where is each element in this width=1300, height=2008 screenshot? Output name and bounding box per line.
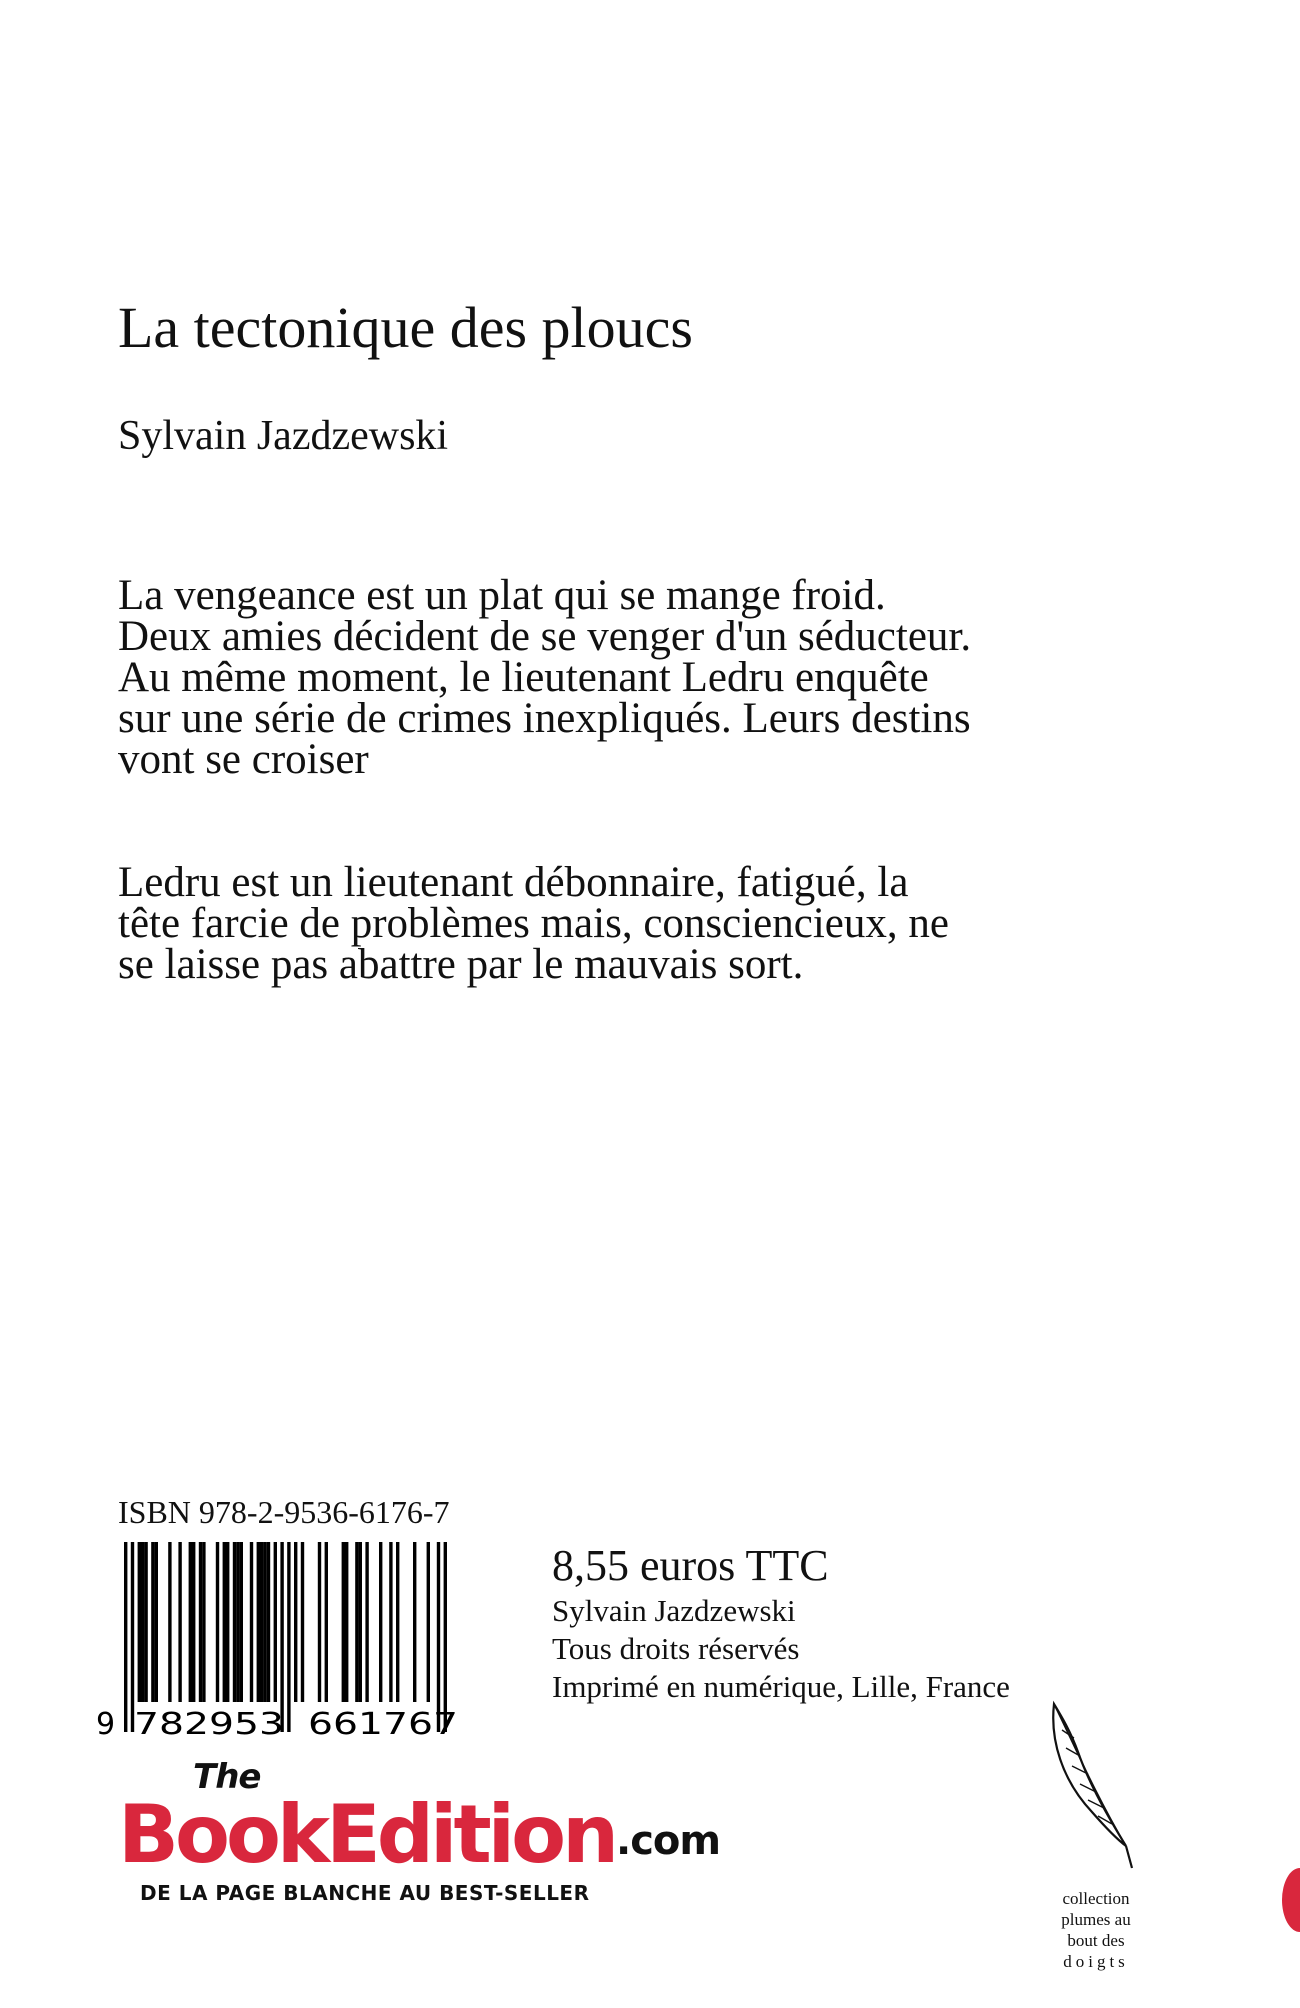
barcode-bar xyxy=(359,1542,362,1702)
blurb-paragraph-2: Ledru est un lieutenant débonnaire, fatigué, la tête farcie de problèmes mais, consciencieux, ne se laisse pas abattre par le mauvais sort. xyxy=(118,859,949,988)
barcode-bar xyxy=(325,1542,328,1702)
publisher-logo-dotcom: .com xyxy=(616,1818,721,1864)
barcode-bar xyxy=(257,1542,260,1702)
logo-wordmark-o: o xyxy=(511,1788,563,1881)
barcode-bar xyxy=(226,1542,229,1702)
isbn-barcode xyxy=(90,1540,488,1740)
barcode-bar xyxy=(389,1542,392,1702)
barcode-digit-group-1: 9 xyxy=(96,1707,116,1740)
barcode-bar xyxy=(141,1542,144,1702)
barcode-digit-group-2: 782953 xyxy=(134,1707,284,1740)
barcode-bar xyxy=(444,1542,447,1732)
barcode-bar xyxy=(437,1542,440,1732)
collection-line-3: bout des xyxy=(1067,1931,1125,1950)
barcode-bar xyxy=(138,1542,141,1702)
barcode-bar xyxy=(240,1542,243,1702)
barcode-bar xyxy=(202,1542,205,1702)
barcode-bar xyxy=(250,1542,253,1702)
barcode-bar xyxy=(223,1542,226,1702)
blurb-paragraph-1: La vengeance est un plat qui se mange froid. Deux amies décident de se venger d'un séducteur. Au même moment, le lieutenant Ledru enquête sur une série de crimes inexpliqués. Leurs destins vont se croiser xyxy=(118,572,972,783)
barcode-bar xyxy=(189,1542,192,1702)
barcode-bar xyxy=(413,1542,416,1702)
barcode-bar xyxy=(124,1542,127,1732)
barcode-bar xyxy=(168,1542,171,1702)
imprint-author: Sylvain Jazdzewski xyxy=(552,1593,796,1628)
isbn-label: ISBN 978-2-9536-6176-7 xyxy=(118,1494,450,1530)
collection-line-4: doigts xyxy=(1063,1952,1129,1971)
print-location: Imprimé en numérique, Lille, France xyxy=(552,1669,1010,1704)
collection-line-2: plumes au xyxy=(1061,1910,1131,1929)
barcode-bar xyxy=(199,1542,202,1702)
barcode-bar xyxy=(280,1542,283,1732)
barcode-bar xyxy=(263,1542,266,1702)
barcode-bar xyxy=(318,1542,321,1702)
publisher-logo-the: The xyxy=(193,1757,261,1797)
logo-wordmark-part-1: BookEditi xyxy=(118,1788,512,1881)
barcode-bar xyxy=(267,1542,270,1702)
barcode-bar xyxy=(151,1542,154,1702)
barcode-bar xyxy=(233,1542,236,1702)
barcode-bar xyxy=(365,1542,368,1702)
barcode-bar xyxy=(192,1542,195,1702)
book-author: Sylvain Jazdzewski xyxy=(118,413,449,459)
barcode-bar xyxy=(427,1542,430,1702)
barcode-bar xyxy=(301,1542,304,1702)
barcode-bar xyxy=(155,1542,158,1702)
barcode-bar xyxy=(355,1542,358,1702)
barcode-bar xyxy=(274,1542,277,1702)
barcode-bar xyxy=(345,1542,348,1702)
barcode-bar xyxy=(178,1542,181,1702)
rights-notice: Tous droits réservés xyxy=(552,1631,800,1666)
barcode-bar xyxy=(396,1542,399,1702)
feather-quill-icon xyxy=(1048,1700,1148,1875)
barcode-bar xyxy=(379,1542,382,1702)
page-edge-red-mark xyxy=(1282,1868,1300,1932)
collection-label xyxy=(1040,1888,1152,1972)
barcode-bar xyxy=(216,1542,219,1702)
barcode-bar xyxy=(144,1542,147,1702)
collection-line-1: collection xyxy=(1062,1889,1130,1908)
barcode-bar xyxy=(342,1542,345,1702)
barcode-bar xyxy=(236,1542,239,1702)
barcode-bar xyxy=(294,1542,297,1702)
barcode-bar xyxy=(287,1542,290,1732)
book-title: La tectonique des ploucs xyxy=(118,295,693,360)
barcode-bar xyxy=(131,1542,134,1732)
publisher-tagline: DE LA PAGE BLANCHE AU BEST-SELLER xyxy=(140,1881,590,1905)
price: 8,55 euros TTC xyxy=(552,1541,829,1590)
publisher-logo-wordmark xyxy=(118,1790,615,1880)
logo-wordmark-part-2: n xyxy=(562,1788,616,1881)
barcode-bar xyxy=(260,1542,263,1702)
barcode-digit-group-3: 661767 xyxy=(308,1707,458,1740)
